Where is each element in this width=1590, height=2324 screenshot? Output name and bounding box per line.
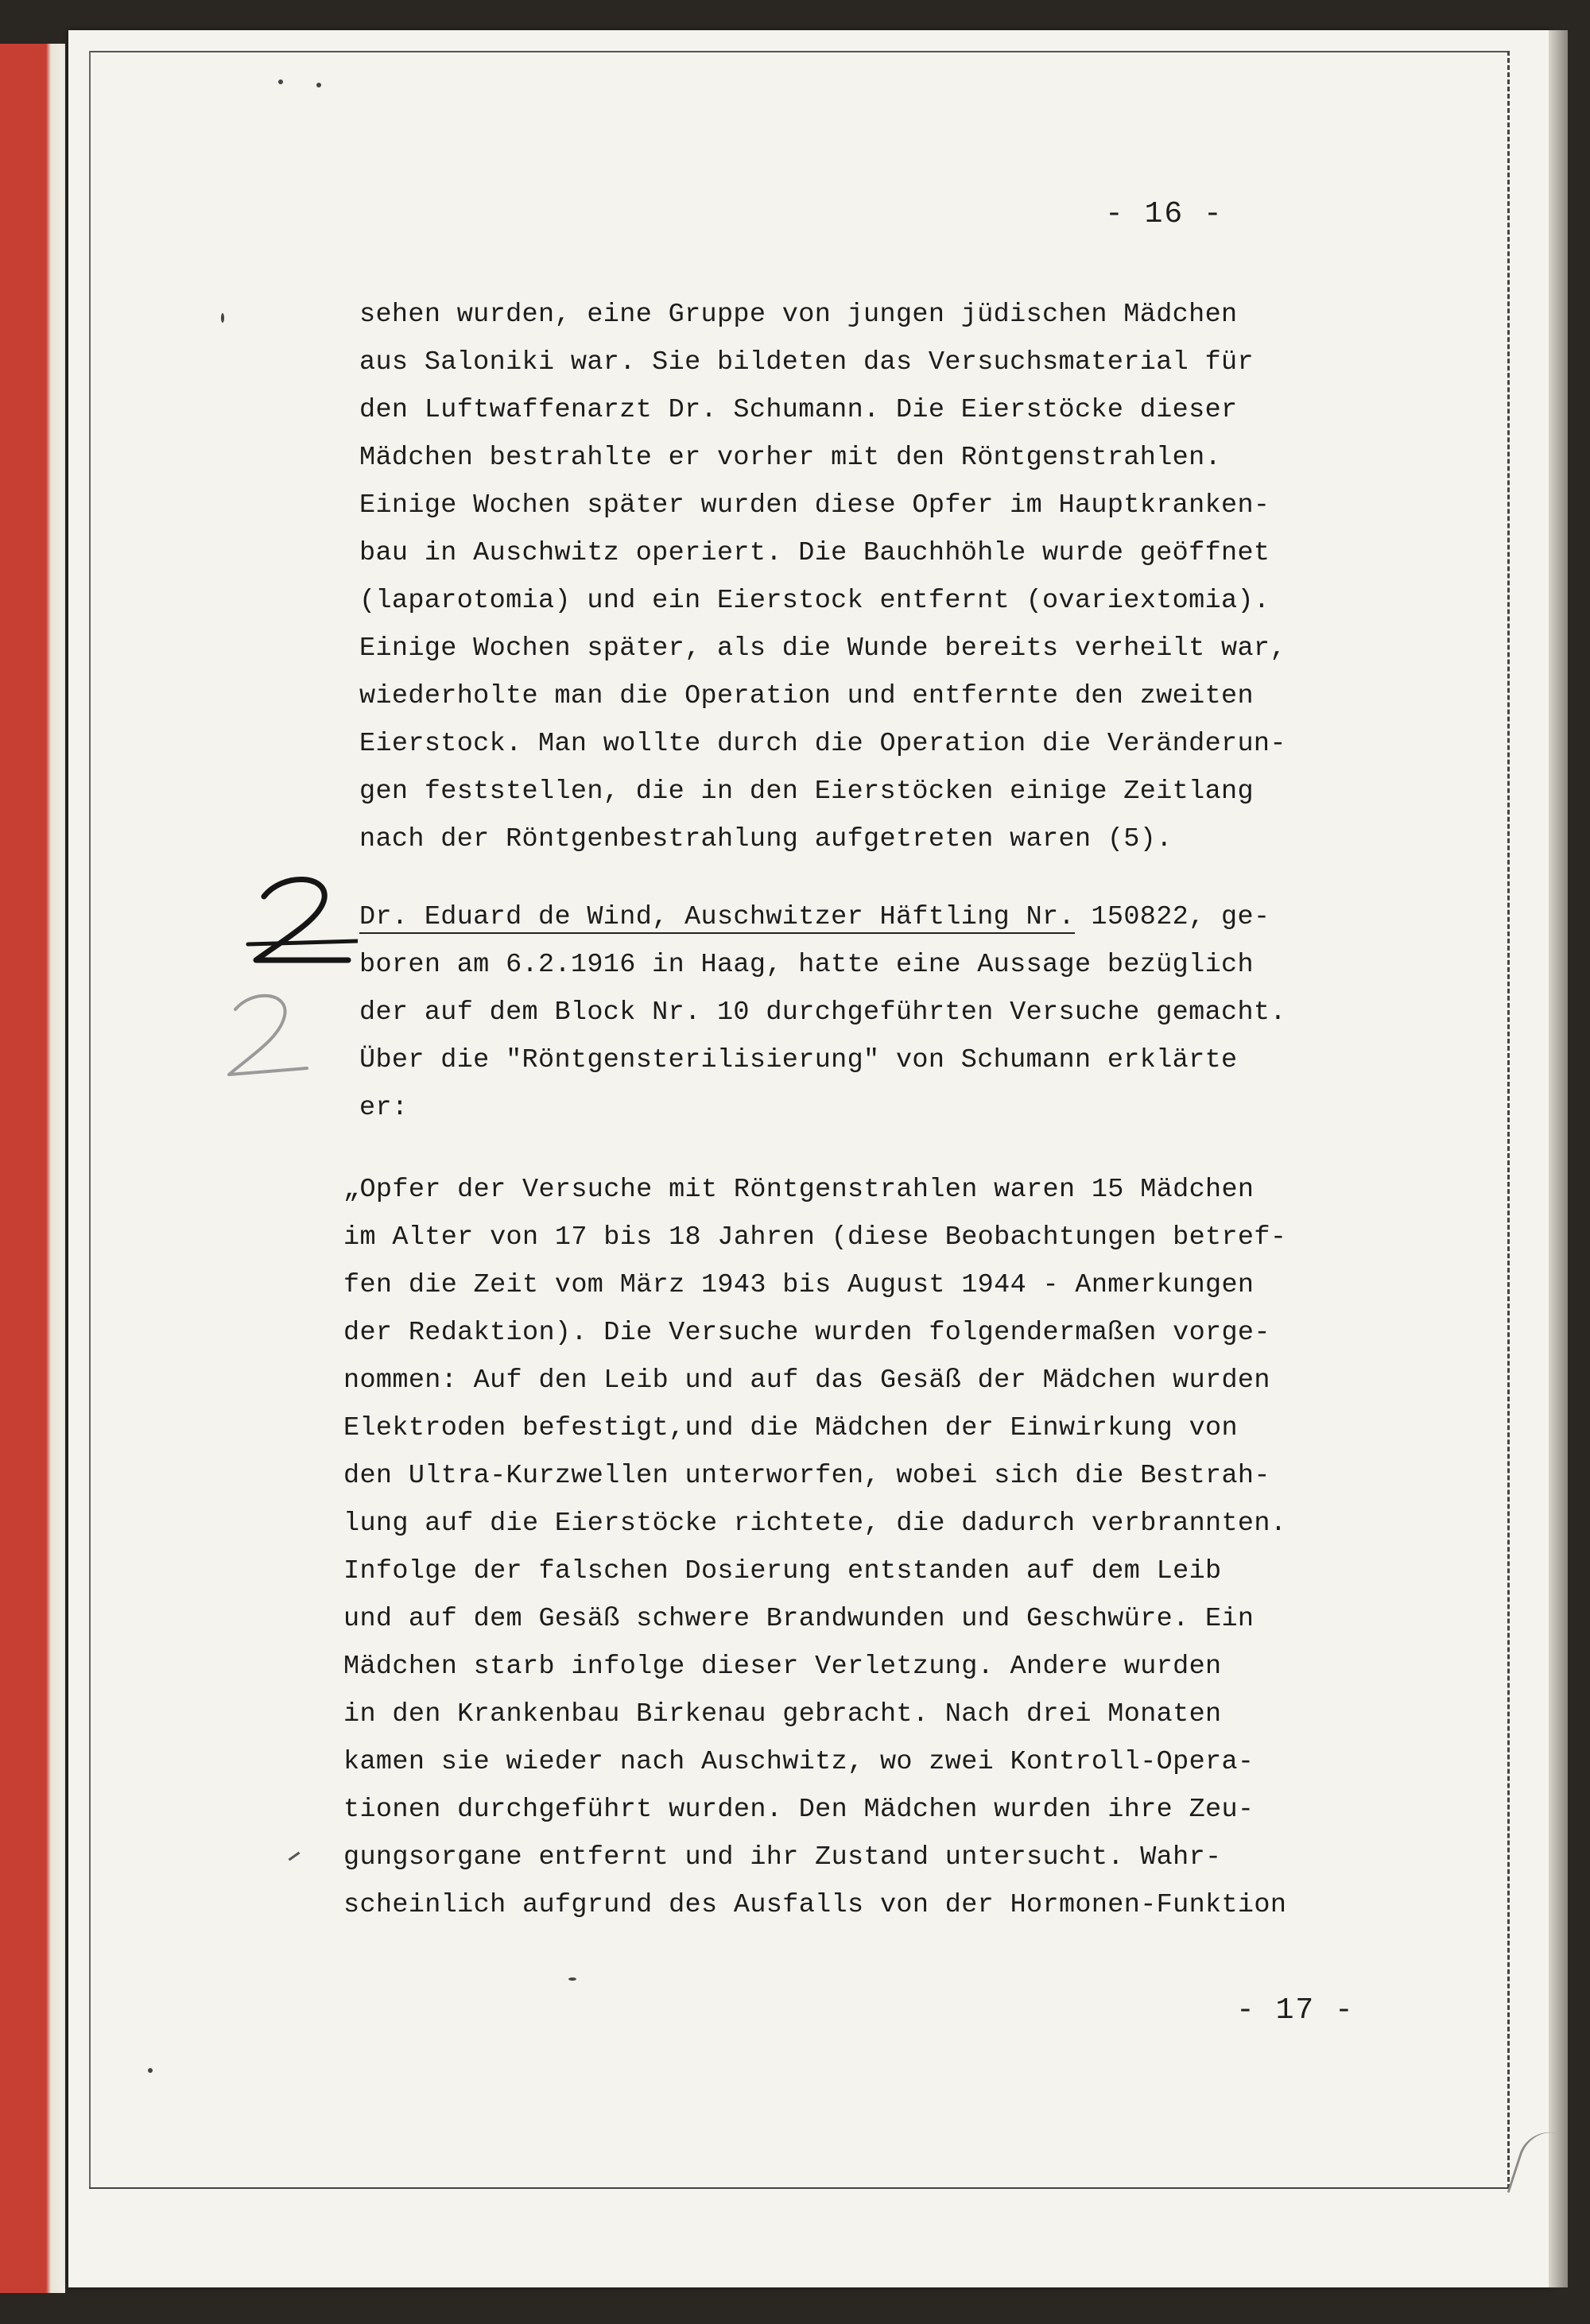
text-line: den Luftwaffenarzt Dr. Schumann. Die Eierstöcke dieser	[359, 395, 1238, 425]
paragraph-1	[359, 291, 1286, 863]
text-line: Mädchen bestrahlte er vorher mit den Röntgenstrahlen.	[359, 443, 1222, 473]
text-line-tail: 150822, ge-	[1074, 902, 1270, 932]
text-line: Über die "Röntgensterilisierung" von Schumann erklärte	[359, 1045, 1238, 1075]
text-line: gungsorgane entfernt und ihr Zustand untersucht. Wahr-	[343, 1842, 1222, 1873]
text-line: der Redaktion). Die Versuche wurden folgendermaßen vorge-	[343, 1318, 1270, 1348]
text-line: Elektroden befestigt,und die Mädchen der Einwirkung von	[343, 1413, 1238, 1443]
text-line: „Opfer der Versuche mit Röntgenstrahlen waren 15 Mädchen	[343, 1175, 1255, 1205]
dust-speck	[278, 79, 283, 84]
handwritten-margin-note-pencil	[207, 986, 326, 1089]
text-line-with-underline	[359, 893, 1286, 941]
text-line: im Alter von 17 bis 18 Jahren (diese Beobachtungen betref-	[343, 1222, 1287, 1253]
text-line: den Ultra-Kurzwellen unterworfen, wobei sich die Bestrah-	[343, 1461, 1270, 1491]
text-line: Einige Wochen später, als die Wunde bereits verheilt war,	[359, 633, 1286, 664]
text-line: er:	[359, 1093, 409, 1123]
text-line: fen die Zeit vom März 1943 bis August 1944 - Anmerkungen	[343, 1270, 1255, 1300]
text-line: der auf dem Block Nr. 10 durchgeführten Versuche gemacht.	[359, 997, 1286, 1028]
handwritten-margin-note-ink	[238, 874, 358, 978]
text-line: boren am 6.2.1916 in Haag, hatte eine Aussage bezüglich	[359, 950, 1254, 980]
text-line: Mädchen starb infolge dieser Verletzung. Andere wurden	[343, 1652, 1222, 1682]
text-line: aus Saloniki war. Sie bildeten das Versuchsmaterial für	[359, 347, 1254, 378]
text-line: scheinlich aufgrund des Ausfalls von der Hormonen-Funktion	[343, 1890, 1287, 1920]
frame-line-bottom	[89, 2187, 1508, 2189]
frame-line-top	[89, 51, 1508, 52]
next-page-marker: - 17 -	[1236, 1993, 1355, 2028]
text-line: Einige Wochen später wurden diese Opfer im Hauptkranken-	[359, 490, 1270, 521]
text-line: sehen wurden, eine Gruppe von jungen jüdischen Mädchen	[359, 300, 1238, 330]
text-line: gen feststellen, die in den Eierstöcken einige Zeitlang	[359, 777, 1254, 807]
frame-line-right	[1507, 51, 1510, 2189]
sheet-edge-shadow	[1549, 30, 1568, 2287]
underlined-name: Dr. Eduard de Wind, Auschwitzer Häftling Nr.	[359, 902, 1075, 932]
text-line: tionen durchgeführt wurden. Den Mädchen wurden ihre Zeu-	[343, 1795, 1255, 1825]
paragraph-3-quote	[343, 1166, 1286, 1929]
dust-speck	[568, 1977, 576, 1981]
text-line: kamen sie wieder nach Auschwitz, wo zwei Kontroll-Opera-	[343, 1747, 1255, 1777]
adjacent-page-edge	[0, 44, 65, 2293]
text-line: wiederholte man die Operation und entfernte den zweiten	[359, 681, 1254, 711]
text-line: und auf dem Gesäß schwere Brandwunden und Geschwüre. Ein	[343, 1604, 1255, 1634]
text-line: Infolge der falschen Dosierung entstanden auf dem Leib	[343, 1556, 1222, 1586]
text-line: in den Krankenbau Birkenau gebracht. Nach drei Monaten	[343, 1699, 1222, 1729]
text-line: (laparotomia) und ein Eierstock entfernt (ovariextomia).	[359, 586, 1270, 616]
paragraph-2	[359, 893, 1286, 1132]
text-line: nach der Röntgenbestrahlung aufgetreten waren (5).	[359, 824, 1173, 854]
text-line: nommen: Auf den Leib und auf das Gesäß der Mädchen wurden	[343, 1365, 1270, 1396]
frame-line-left	[89, 51, 91, 2189]
text-line: bau in Auschwitz operiert. Die Bauchhöhle wurde geöffnet	[359, 538, 1270, 568]
dust-speck	[148, 2068, 153, 2073]
dust-speck	[221, 313, 224, 323]
page-number: - 16 -	[1105, 197, 1224, 231]
text-line: lung auf die Eierstöcke richtete, die dadurch verbrannten.	[343, 1509, 1287, 1539]
text-line: Eierstock. Man wollte durch die Operation die Veränderun-	[359, 729, 1286, 759]
dust-speck	[316, 83, 321, 87]
